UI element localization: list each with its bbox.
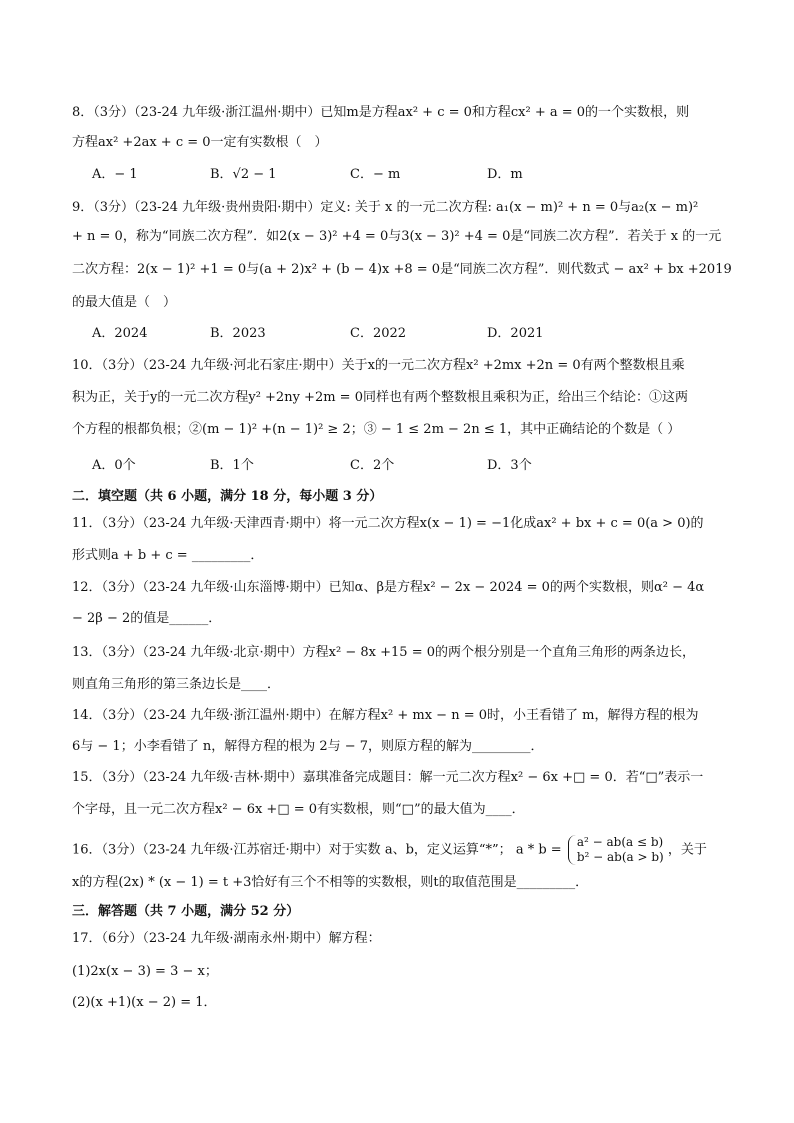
q16-case-2: b² − ab(a > b) [576, 850, 664, 864]
q8-option-c: C．− m [350, 167, 401, 182]
q8-option-d: D．m [487, 167, 523, 182]
q16-case-1: a² − ab(a ≤ b) [576, 835, 664, 849]
q10-options [92, 456, 754, 476]
q9-line-2: + n = 0，称为“同族二次方程”．如2(x − 3)² +4 = 0与3(x − 3)² +4 = 0是“同族二次方程”．若关于 x 的一元 [72, 229, 722, 244]
q14-line-1: 14．（3分）（23-24 九年级·浙江温州·期中）在解方程x² + mx − n = 0时，小王看错了 m，解得方程的根为 [72, 708, 699, 723]
q11-line-1: 11．（3分）（23-24 九年级·天津西青·期中）将一元二次方程x(x − 1) = −1化成ax² + bx + c = 0(a > 0)的 [72, 516, 704, 531]
q9-option-c: C．2022 [350, 326, 407, 341]
q10-option-b: B．1个 [210, 458, 254, 473]
q9-option-a: A．2024 [92, 326, 148, 341]
q15-line-2: 个字母，且一元二次方程x² − 6x +□ = 0有实数根，则“□”的最大值为____． [72, 802, 525, 817]
q8-line-2: 方程ax² +2ax + c = 0一定有实数根（ ） [72, 135, 328, 150]
q17-line-1: 17．（6分）（23-24 九年级·湖南永州·期中）解方程： [72, 931, 381, 946]
q16-line-1 [72, 835, 754, 866]
q12-line-2: − 2β − 2的值是______． [72, 611, 222, 626]
q16-piecewise-brace [568, 835, 664, 865]
q10-option-d: D．3个 [487, 458, 532, 473]
q13-line-2: 则直角三角形的第三条边长是____． [72, 677, 281, 692]
q9-line-1: 9．（3分）（23-24 九年级·贵州贵阳·期中）定义: 关于 x 的一元二次方程: a₁(x − m)² + n = 0与a₂(x − m)² [72, 200, 699, 215]
q10-line-2: 积为正，关于y的一元二次方程y² +2ny +2m = 0同样也有两个整数根且乘积为正，给出三个结论：①这两 [72, 390, 688, 405]
q8-option-b: B．√2 − 1 [210, 167, 277, 182]
section-fill-in-title: 二．填空题（共 6 小题，满分 18 分，每小题 3 分） [72, 489, 383, 504]
q12-line-1: 12．（3分）（23-24 九年级·山东淄博·期中）已知α、β是方程x² − 2x − 2024 = 0的两个实数根，则α² − 4α [72, 580, 705, 595]
q14-line-2: 6与 − 1；小李看错了 n，解得方程的根为 2与 − 7，则原方程的解为_________． [72, 739, 544, 754]
q11-line-2: 形式则a + b + c = _________． [72, 548, 264, 563]
q16-text-post: ，关于 [667, 842, 707, 858]
q9-option-b: B．2023 [210, 326, 266, 341]
q10-option-a: A．0个 [92, 458, 136, 473]
q15-line-1: 15．（3分）（23-24 九年级·吉林·期中）嘉琪准备完成题目：解一元二次方程x² − 6x +□ = 0．若“□”表示一 [72, 770, 704, 785]
q9-options [92, 324, 754, 344]
q16-text-pre: 16．（3分）（23-24 九年级·江苏宿迁·期中）对于实数 a、b，定义运算“*”； a * b = [72, 842, 562, 858]
q13-line-1: 13．（3分）（23-24 九年级·北京·期中）方程x² − 8x +15 = 0的两个根分别是一个直角三角形的两条边长， [72, 645, 695, 660]
section-answer-title: 三．解答题（共 7 小题，满分 52 分） [72, 904, 300, 919]
q10-line-3: 个方程的根都负根；②(m − 1)² +(n − 1)² ≥ 2；③ − 1 ≤ 2m − 2n ≤ 1，其中正确结论的个数是（ ） [72, 422, 681, 437]
q17-part-2: (2)(x +1)(x − 2) = 1． [72, 995, 217, 1010]
q10-option-c: C．2个 [350, 458, 395, 473]
q8-options [92, 165, 754, 185]
q9-option-d: D．2021 [487, 326, 544, 341]
q16-line-2: x的方程(2x) * (x − 1) = t +3恰好有三个不相等的实数根，则t的取值范围是_________． [72, 875, 589, 890]
q10-line-1: 10．（3分）（23-24 九年级·河北石家庄·期中）关于x的一元二次方程x² +2mx +2n = 0有两个整数根且乘 [72, 358, 685, 373]
q9-line-4: 的最大值是（ ） [72, 295, 177, 310]
q17-part-1: (1)2x(x − 3) = 3 − x； [72, 964, 218, 979]
q8-option-a: A．− 1 [92, 167, 138, 182]
q9-line-3: 二次方程：2(x − 1)² +1 = 0与(a + 2)x² + (b − 4)x +8 = 0是“同族二次方程”．则代数式 − ax² + bx +2019 [72, 262, 732, 277]
q8-line-1: 8．（3分）（23-24 九年级·浙江温州·期中）已知m是方程ax² + c = 0和方程cx² + a = 0的一个实数根，则 [72, 105, 690, 120]
